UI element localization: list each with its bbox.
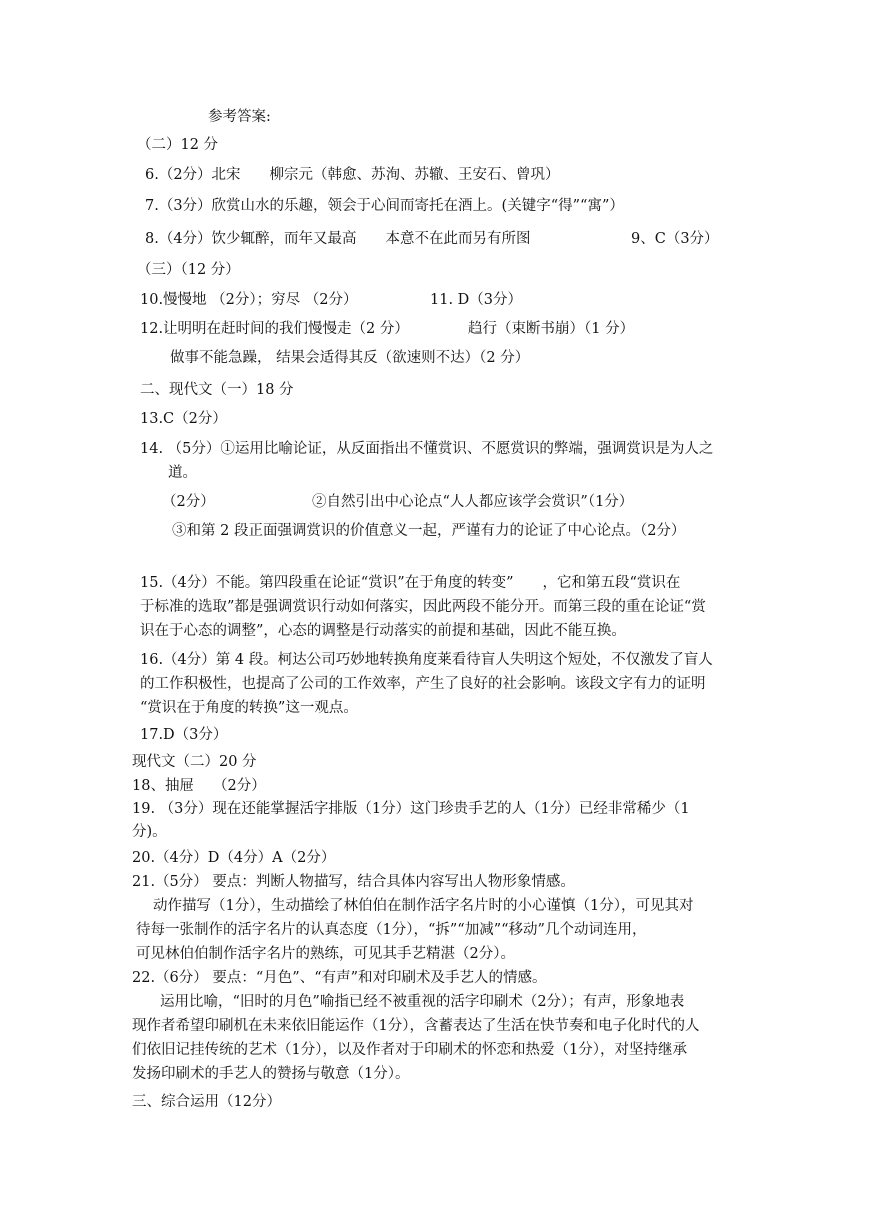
answer-line: 现作者希望印刷机在未来依旧能运作（1分），含蓄表达了生活在快节奏和电子化时代的人 <box>132 1018 700 1034</box>
answer-line: 动作描写（1分），生动描绘了林伯伯在制作活字名片时的小心谨慎（1分），可见其对 <box>153 898 694 914</box>
answer-line: 18、抽屉 （2分） <box>132 778 266 794</box>
section-heading: 三、综合运用（12分） <box>132 1094 281 1110</box>
answer-line: 7.（3分）欣赏山水的乐趣，领会于心间而寄托在酒上。(关键字“得”“寓”） <box>145 198 624 214</box>
answer-line: 10.慢慢地 （2分）；穷尽 （2分） <box>140 292 358 308</box>
answer-line: 8.（4分）饮少辄醉，而年又最高 本意不在此而另有所图 <box>145 231 531 247</box>
section-heading: 现代文（二）20 分 <box>132 754 257 770</box>
answer-line: 6.（2分）北宋 柳宗元（韩愈、苏洵、苏辙、王安石、曾巩） <box>145 167 560 183</box>
answer-line: ②自然引出中心论点“人人都应该学会赏识”（1分） <box>312 494 634 510</box>
answer-line: 16.（4分）第 4 段。柯达公司巧妙地转换角度莱看待盲人失明这个短处，不仅激发了盲人 <box>140 652 713 668</box>
section-heading: 二、现代文（一）18 分 <box>140 382 294 398</box>
answer-line: 待每一张制作的活字名片的认真态度（1分），“拆”“加减”“移动”几个动词连用， <box>136 922 647 938</box>
answer-line: 19. （3分）现在还能掌握活字排版（1分）这门珍贵手艺的人（1分）已经非常稀少（1 <box>132 801 690 817</box>
answer-line: ③和第 2 段正面强调赏识的价值意义一起，严谨有力的论证了中心论点。（2分） <box>172 523 686 539</box>
answer-line: 15.（4分）不能。第四段重在论证“赏识”在于角度的转变” ，它和第五段“赏识在 <box>140 575 681 591</box>
answer-line: 们依旧记挂传统的艺术（1分），以及作者对于印刷术的怀恋和热爱（1分），对坚持继承 <box>132 1042 687 1058</box>
answer-line: 12.让明明在赶时间的我们慢慢走（2 分） <box>140 321 409 337</box>
answer-line: 20.（4分）D（4分）A（2分） <box>132 850 336 866</box>
section-heading: （三）（12 分） <box>137 262 240 278</box>
answer-line: 分)。 <box>132 824 167 840</box>
answer-line: 21.（5分） 要点：判断人物描写，结合具体内容写出人物形象情感。 <box>132 874 575 890</box>
answer-line: 趋行（束断书崩）（1 分） <box>468 321 635 337</box>
answer-line: 9、C（3分） <box>631 231 719 247</box>
answer-line: 于标准的选取”都是强调赏识行动如何落实，因此两段不能分开。而第三段的重在论证“赏 <box>140 599 706 615</box>
answer-line: 的工作积极性，也提高了公司的工作效率，产生了良好的社会影响。该段文字有力的证明 <box>140 676 706 692</box>
answer-line: 发扬印刷术的手艺人的赞扬与敬意（1分）。 <box>132 1066 410 1082</box>
answer-line: 14. （5分）①运用比喻论证，从反面指出不懂赏识、不愿赏识的弊端，强调赏识是为人之 <box>140 441 714 457</box>
answer-line: 运用比喻，“旧时的月色”喻指已经不被重视的活字印刷术（2分）；有声，形象地表 <box>160 994 685 1010</box>
answer-line: 道。 <box>168 465 197 481</box>
section-heading: （二）12 分 <box>137 137 219 153</box>
answer-line: 识在于心态的调整”，心态的调整是行动落实的前提和基础，因此不能互换。 <box>140 623 626 639</box>
answer-line: 做事不能急躁， 结果会适得其反（欲速则不达）（2 分） <box>170 350 530 366</box>
answer-line: 可见林伯伯制作活字名片的熟练，可见其手艺精湛（2分）。 <box>136 946 515 962</box>
answer-line: “赏识在于角度的转换”这一观点。 <box>140 700 358 716</box>
answer-line: （2分） <box>162 494 215 510</box>
answer-line: 11. D（3分） <box>430 292 523 308</box>
answer-line: 22.（6分） 要点：“月色”、“有声”和对印刷术及手艺人的情感。 <box>132 970 547 986</box>
answer-line: 13.C（2分） <box>140 411 227 427</box>
answer-line: 17.D（3分） <box>140 727 228 743</box>
answer-heading: 参考答案: <box>208 109 271 125</box>
